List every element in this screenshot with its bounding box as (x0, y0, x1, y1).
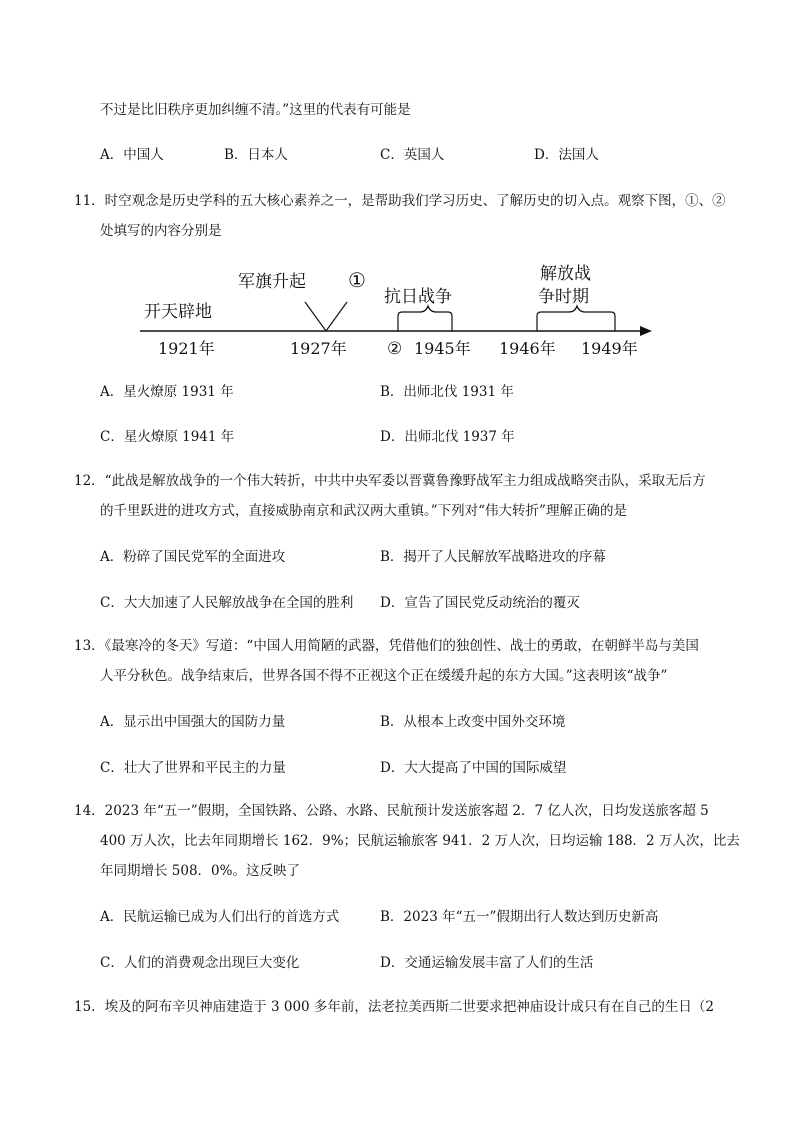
q11-option-a[interactable]: A．星火燎原 1931 年 (100, 384, 234, 400)
q10-option-d[interactable]: D．法国人 (534, 147, 599, 163)
q12-option-c[interactable]: C．大大加速了人民解放战争在全国的胜利 (100, 595, 354, 611)
q12-option-b[interactable]: B．揭开了人民解放军战略进攻的序幕 (380, 549, 606, 565)
q11-stem-line-2: 处填写的内容分别是 (100, 223, 222, 239)
q14-option-d[interactable]: D．交通运输发展丰富了人们的生活 (380, 955, 594, 971)
year-1921: 1921年 (158, 339, 215, 358)
label-circle-1: ① (348, 268, 366, 292)
q14-option-a[interactable]: A．民航运输已成为人们出行的首选方式 (100, 909, 340, 925)
q15-stem-line-1: 15．埃及的阿布辛贝神庙建造于 3 000 多年前，法老拉美西斯二世要求把神庙设计成只有在自己的生日（2 (74, 999, 714, 1015)
kangri-bracket (398, 306, 452, 331)
q13-option-a[interactable]: A．显示出中国强大的国防力量 (100, 714, 286, 730)
label-circle-2: ② (387, 339, 403, 359)
q14-option-b[interactable]: B．2023 年“五一”假期出行人数达到历史新高 (380, 909, 659, 925)
q11-stem-line-1: 11．时空观念是历史学科的五大核心素养之一，是帮助我们学习历史、了解历史的切入点。观察下图，①、② (74, 193, 726, 209)
q10-option-b[interactable]: B．日本人 (224, 147, 288, 163)
q10-option-a[interactable]: A．中国人 (100, 147, 164, 163)
label-junqi: 军旗升起 (238, 272, 306, 292)
q12-stem-line-1: 12．“此战是解放战争的一个伟大转折，中共中央军委以晋冀鲁豫野战军主力组成战略突击队，采取无后方 (74, 473, 706, 489)
q14-stem-line-1: 14．2023 年“五一”假期，全国铁路、公路、水路、民航预计发送旅客超 2．7 亿人次，日均发送旅客超 5 (74, 803, 709, 819)
q11-option-c[interactable]: C．星火燎原 1941 年 (100, 429, 235, 445)
timeline-arrow (640, 326, 652, 336)
q12-stem-line-2: 的千里跃进的进攻方式，直接威胁南京和武汉两大重镇。”下列对“伟大转折”理解正确的是 (100, 503, 627, 519)
label-jiefang-2: 争时期 (538, 287, 589, 307)
q14-stem-line-3: 年同期增长 508．0%。这反映了 (100, 863, 300, 879)
label-kangri: 抗日战争 (384, 287, 452, 307)
q13-stem-line-1: 13．《最寒冷的冬天》写道：“中国人用简陋的武器，凭借他们的独创性、战士的勇敢，在朝鲜半岛与美国 (74, 638, 699, 654)
year-1945: 1945年 (414, 339, 471, 358)
label-kaitian: 开天辟地 (144, 302, 212, 322)
timeline-1927-marker (305, 302, 347, 331)
q13-option-c[interactable]: C．壮大了世界和平民主的力量 (100, 760, 286, 776)
q13-option-b[interactable]: B．从根本上改变中国外交环境 (380, 714, 566, 730)
q10-option-c[interactable]: C．英国人 (380, 147, 445, 163)
jiefang-bracket (537, 306, 615, 331)
q11-option-d[interactable]: D．出师北伐 1937 年 (380, 429, 515, 445)
q12-option-a[interactable]: A．粉碎了国民党军的全面进攻 (100, 549, 286, 565)
timeline-figure (130, 262, 660, 362)
label-jiefang-1: 解放战 (540, 264, 591, 284)
q10-stem: 不过是比旧秩序更加纠缠不清。”这里的代表有可能是 (100, 102, 411, 118)
year-1949: 1949年 (581, 339, 638, 358)
q11-option-b[interactable]: B．出师北伐 1931 年 (380, 384, 514, 400)
q12-option-d[interactable]: D．宣告了国民党反动统治的覆灭 (380, 595, 580, 611)
q14-stem-line-2: 400 万人次，比去年同期增长 162．9%；民航运输旅客 941．2 万人次，日均运输 188．2 万人次，比去 (100, 833, 740, 849)
year-1946: 1946年 (499, 339, 556, 358)
year-1927: 1927年 (290, 339, 347, 358)
q14-option-c[interactable]: C．人们的消费观念出现巨大变化 (100, 955, 300, 971)
q13-stem-line-2: 人平分秋色。战争结束后，世界各国不得不正视这个正在缓缓升起的东方大国。”这表明该“战争” (100, 668, 668, 684)
q13-option-d[interactable]: D．大大提高了中国的国际威望 (380, 760, 567, 776)
